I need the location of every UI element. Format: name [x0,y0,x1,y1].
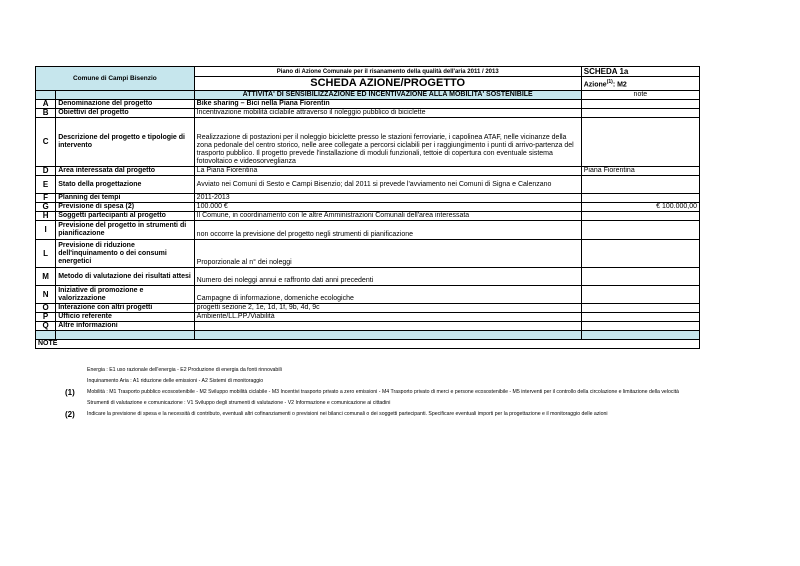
row-note [581,322,699,331]
row-label: Metodo di valutazione dei risultati attesi [56,268,194,286]
row-letter: D [36,167,56,176]
row-note: Piana Fiorentina [581,167,699,176]
row-label: Previsione del progetto in strumenti di pianificazione [56,221,194,240]
table-row [36,221,700,240]
activity-blank-letter [36,91,56,100]
table-row [36,109,700,118]
row-note [581,221,699,240]
row-note [581,118,699,167]
footnote-number-2: (2) [65,410,75,419]
row-note [581,176,699,194]
row-note [581,240,699,268]
row-label: Soggetti partecipanti al progetto [56,212,194,221]
row-value: Bike sharing – Bici nella Piana Fiorentin [194,100,581,109]
row-letter: Q [36,322,56,331]
form-title: SCHEDA AZIONE/PROGETTO [194,77,581,91]
row-label: Obiettivi del progetto [56,109,194,118]
table-row [36,100,700,109]
footnote-mobilita: (1) Mobilità : M1 Trasporto pubblico ecosostenibile - M2 Sviluppo mobilità ciclabile - M3 Incentivi trasporto privato a zero emissioni - M4 Trasporto privato di merci e persone ecosostenibile - M5 interventi per il controllo della circolazione e limitazione della velocità [65,388,679,397]
row-note: € 100.000,00 [581,203,699,212]
row-letter: P [36,313,56,322]
footnote-spesa: (2) Indicare la previsione di spesa e la necessità di contributo, eventuali altri cofinanziamenti o previsioni nei bilanci comunali o dei soggetti partecipanti. Specificare eventuali importi per la progettazione e il monitoraggio delle azioni [65,410,608,419]
footnote-inquinamento: Inquinamento Aria : A1 riduzione delle emissioni - A2 Sistemi di monitoraggio [87,378,264,384]
action-form [35,66,700,349]
row-label: Iniziative di promozione e valorizzazione [56,286,194,304]
plan-title: Piano di Azione Comunale per il risanamento della qualità dell'aria 2011 / 2013 [194,67,581,77]
row-value [194,322,581,331]
row-label: Stato della progettazione [56,176,194,194]
row-label: Previsione di riduzione dell'inquinamento o dei consumi energetici [56,240,194,268]
row-label: Ufficio referente [56,313,194,322]
table-row [36,322,700,331]
azione-code: Azione$^{(1)}$: M2 [581,77,699,91]
table-row [36,194,700,203]
row-value: Campagne di informazione, domeniche ecologiche [194,286,581,304]
row-letter: L [36,240,56,268]
row-letter: M [36,268,56,286]
row-label: Descrizione del progetto e tipologie di intervento [56,118,194,167]
row-letter: I [36,221,56,240]
table-row [36,212,700,221]
row-value: progetti sezione 2, 1e, 1d, 1f, 9b, 4d, 9c [194,304,581,313]
row-label: Altre informazioni [56,322,194,331]
row-letter: E [36,176,56,194]
row-letter: C [36,118,56,167]
table-row [36,268,700,286]
row-note [581,304,699,313]
footnote-strumenti: Strumenti di valutazione e comunicazione : V1 Sviluppo degli strumenti di valutazione - V2 Informazione e comunicazione ai cittadini [87,400,391,406]
table-row [36,313,700,322]
table-row [36,304,700,313]
row-note [581,268,699,286]
row-letter: B [36,109,56,118]
row-value: Incentivazione mobilità ciclabile attraverso il noleggio pubblico di biciclette [194,109,581,118]
activity-title: ATTIVITA' DI SENSIBILIZZAZIONE ED INCENTIVAZIONE ALLA MOBILITA' SOSTENIBILE [194,91,581,100]
comune-name: Comune di Campi Bisenzio [36,67,195,91]
row-label: Area interessata dal progetto [56,167,194,176]
row-value: Proporzionale al n° dei noleggi [194,240,581,268]
row-value: Realizzazione di postazioni per il noleggio biciclette presso le stazioni ferroviarie, i capolinea ATAF, nelle vicinanze della zona pedonale del centro storico, nelle aree collegate a percorsi ciclabili per i raggiungimento i punti di arrivo-partenza del trasporto pubblico. Il progetto prevede l'installazione di moduli funzionali, tettoie di copertura con eventuale sistema fotovoltaico e videosorveglianza [194,118,581,167]
row-value: Ambiente/LL.PP./Viabilità [194,313,581,322]
table-row [36,240,700,268]
row-label: Planning dei tempi [56,194,194,203]
row-note [581,194,699,203]
row-note [581,313,699,322]
row-letter: A [36,100,56,109]
table-row [36,286,700,304]
table-row [36,203,700,212]
row-label: Interazione con altri progetti [56,304,194,313]
row-letter: G [36,203,56,212]
row-note [581,100,699,109]
form-table [35,66,700,349]
row-value: non occorre la previsione del progetto negli strumenti di pianificazione [194,221,581,240]
row-label: Denominazione del progetto [56,100,194,109]
row-letter: F [36,194,56,203]
table-row [36,176,700,194]
note-column-header: note [581,91,699,100]
note-row-label: NOTE [36,340,700,349]
row-value: 100.000 € [194,203,581,212]
row-value: 2011-2013 [194,194,581,203]
row-label: Previsione di spesa (2) [56,203,194,212]
row-value: Il Comune, in coordinamento con le altre Amministrazioni Comunali dell'area interessata [194,212,581,221]
row-letter: H [36,212,56,221]
table-row [36,331,700,340]
footnotes [52,367,712,422]
table-row [36,167,700,176]
footnote-number-1: (1) [65,388,75,397]
row-value: La Piana Fiorentina [194,167,581,176]
activity-blank-label [56,91,194,100]
scheda-label: SCHEDA 1a [581,67,699,77]
row-letter: N [36,286,56,304]
row-letter: O [36,304,56,313]
row-value: Avviato nei Comuni di Sesto e Campi Bisenzio; dal 2011 si prevede l'avviamento nei Comuni di Signa e Calenzano [194,176,581,194]
row-value: Numero dei noleggi annui e raffronto dati anni precedenti [194,268,581,286]
table-row [36,118,700,167]
row-note [581,212,699,221]
note-row [36,340,700,349]
footnote-energia: Energia : E1 uso razionale dell'energia - E2 Produzione di energia da fonti rinnovabili [87,367,282,373]
row-note [581,109,699,118]
row-note [581,286,699,304]
